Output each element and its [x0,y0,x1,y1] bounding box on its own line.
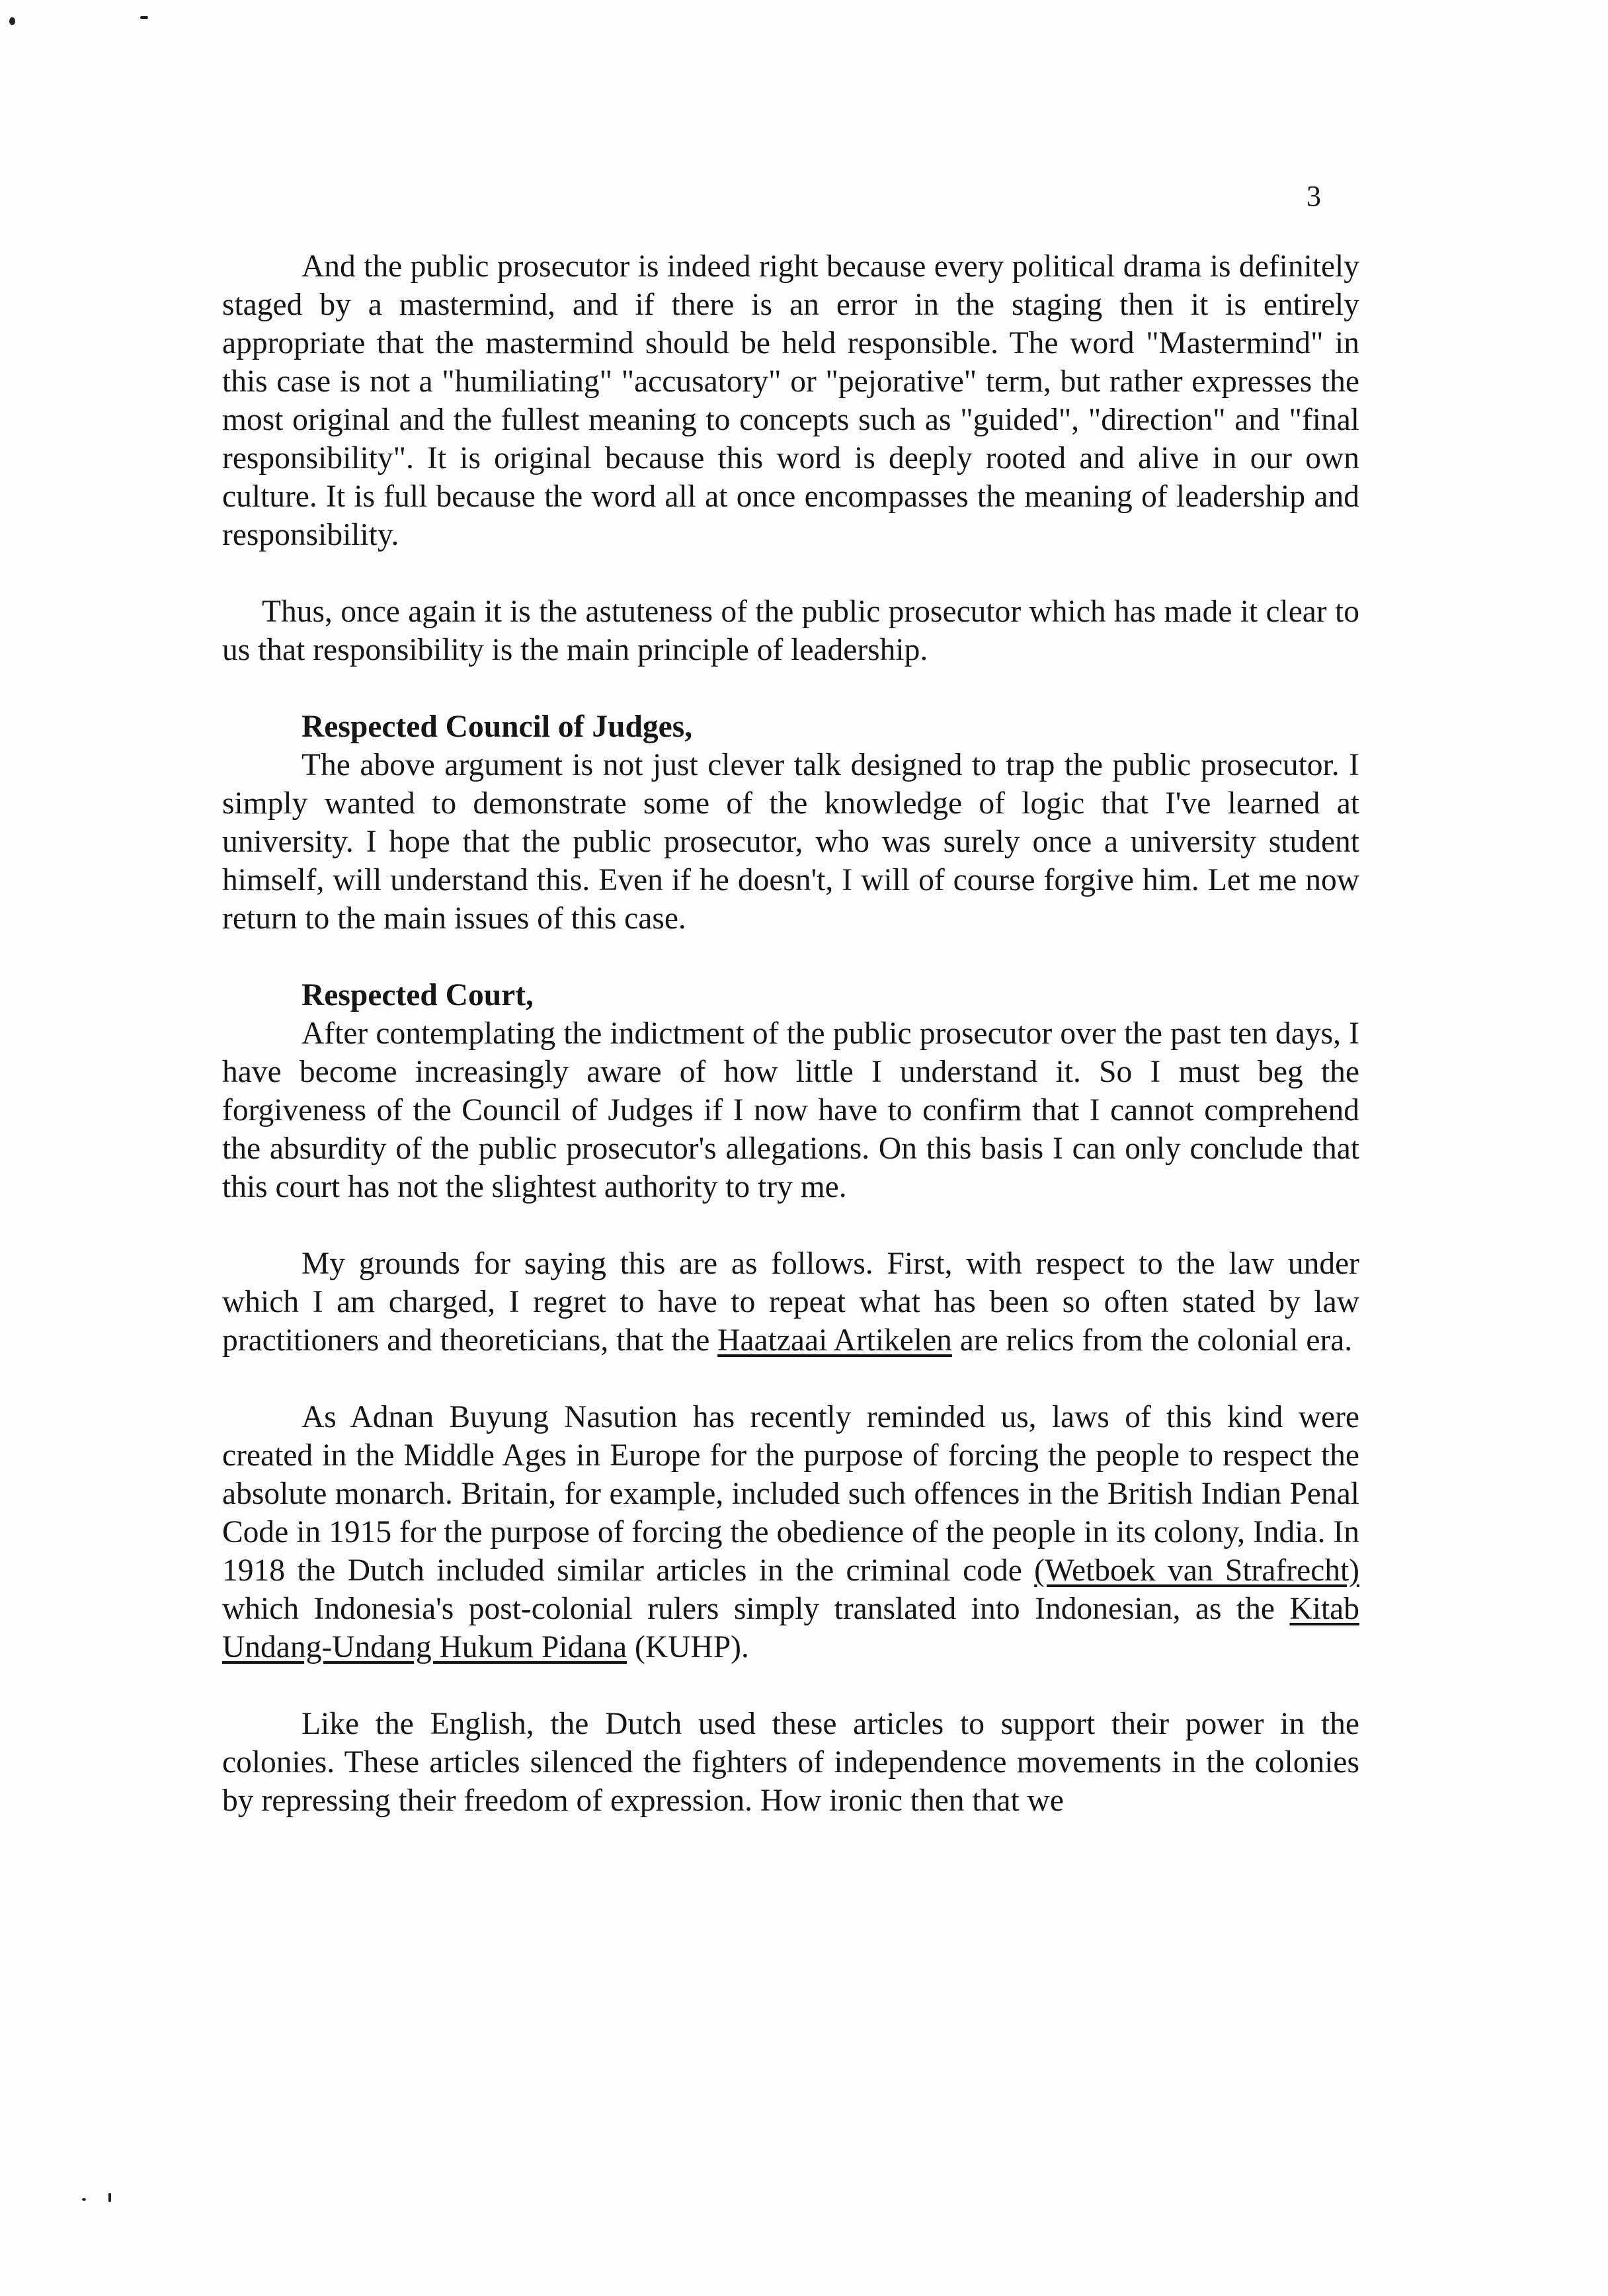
underlined-term: Kitab Undang-Undang Hukum Pidana [222,1592,1359,1664]
paragraph-astuteness: Thus, once again it is the astuteness of the public prosecutor which has made it clear to us that responsibility is the main principle of leadership. [222,594,1359,667]
text-span: My grounds for saying this are as follows. First, with respect to the law under which I am charged, I regret to have to repeat what has been so often stated by law practitioners and theoreticians, that the [222,1247,1359,1358]
document-body [222,247,1359,1858]
section-heading: Respected Council of Judges, [302,710,693,744]
page-number: 3 [1306,180,1321,212]
scan-speck [9,17,15,25]
scan-speck [140,16,148,19]
paragraph-colonies: Like the English, the Dutch used these articles to support their power in the colonies. These articles silenced the fighters of independence movements in the colonies by repressing their freedom of expression. How ironic then that we [222,1707,1359,1818]
scan-speck [108,2193,111,2202]
scan-speck [82,2198,86,2201]
paragraph-clever-talk: The above argument is not just clever talk designed to trap the public prosecutor. I simply wanted to demonstrate some of the knowledge of logic that I've learned at university. I hope that the public prosecutor, who was surely once a university student himself, will understand this. Even if he doesn't, I will of course forgive him. Let me now return to the main issues of this case. [222,748,1359,936]
section-respected-court [222,976,1359,1206]
text-span: As Adnan Buyung Nasution has recently reminded us, laws of this kind were created in the Middle Ages in Europe for the purpose of forcing the people to respect the absolute monarch. Britain, for example, included such offences in the British Indian Penal Code in 1915 for the purpose of forcing the obedience of the people in its colony, India. In 1918 the Dutch included similar articles in the criminal code [222,1400,1359,1588]
text-span: (KUHP). [627,1630,749,1664]
underlined-term: (Wetboek van Strafrecht) [1034,1553,1359,1588]
underlined-term: Haatzaai Artikelen [717,1323,952,1358]
paragraph-indictment: After contemplating the indictment of the public prosecutor over the past ten days, I have become increasingly aware of how little I understand it. So I must beg the forgiveness of the Council of Judges if I now have to confirm that I cannot comprehend the absurdity of the public prosecutor's allegations. On this basis I can only conclude that this court has not the slightest authority to try me. [222,1016,1359,1204]
section-council-of-judges [222,708,1359,938]
section-heading: Respected Court, [302,978,534,1012]
paragraph-mastermind: And the public prosecutor is indeed right because every political drama is definitely staged by a mastermind, and if there is an error in the staging then it is entirely appropriate that the mastermind should be held responsible. The word "Mastermind" in this case is not a "humiliating" "accusatory" or "pejorative" term, but rather expresses the most original and the fullest meaning to concepts such as "guided", "direction" and "final responsibility". It is original because this word is deeply rooted and alive in our own culture. It is full because the word all at once encompasses the meaning of leadership and responsibility. [222,249,1359,552]
text-span: are relics from the colonial era. [951,1323,1353,1358]
text-span: which Indonesia's post-colonial rulers simply translated into Indonesian, as the [222,1592,1290,1626]
paragraph-grounds [222,1245,1359,1360]
paragraph-nasution [222,1398,1359,1666]
